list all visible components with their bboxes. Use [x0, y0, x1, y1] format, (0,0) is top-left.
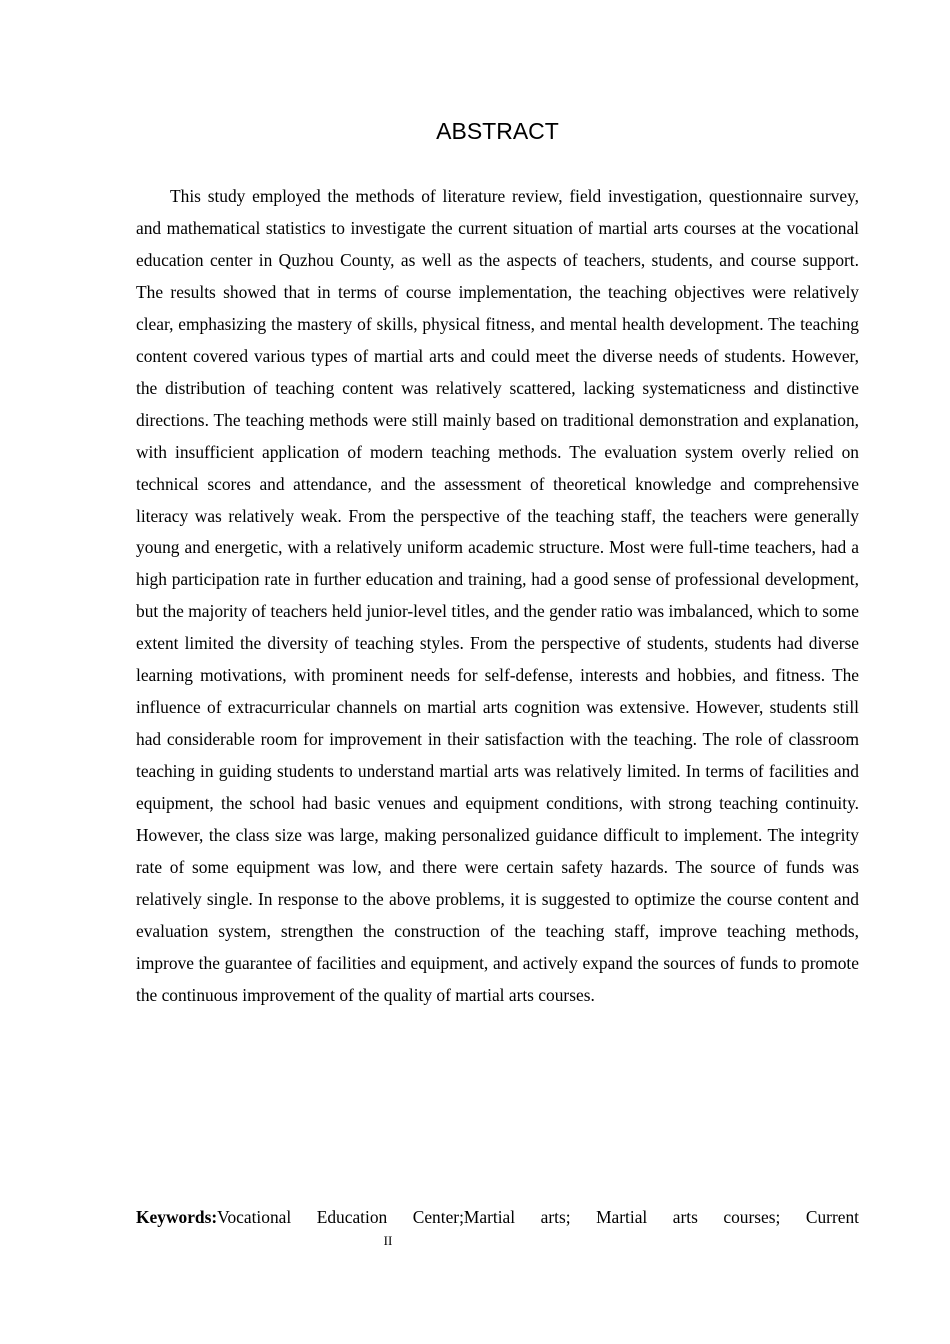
- keywords-label: Keywords:: [136, 1207, 218, 1227]
- keywords-text: Vocational Education Center;Martial arts; Martial arts courses; Current: [217, 1207, 859, 1227]
- keywords-line: [136, 1202, 859, 1234]
- page-number: II: [383, 1233, 393, 1248]
- abstract-title: ABSTRACT: [436, 118, 559, 144]
- abstract-body: This study employed the methods of literature review, field investigation, questionnaire survey, and mathematical statistics to investigate the current situation of martial arts courses at the vocational education center in Quzhou County, as well as the aspects of teachers, students, and course support. The results showed that in terms of course implementation, the teaching objectives were relatively clear, emphasizing the mastery of skills, physical fitness, and mental health development. The teaching content covered various types of martial arts and could meet the diverse needs of students. However, the distribution of teaching content was relatively scattered, lacking systematicness and distinctive directions. The teaching methods were still mainly based on traditional demonstration and explanation, with insufficient application of modern teaching methods. The evaluation system overly relied on technical scores and attendance, and the assessment of theoretical knowledge and comprehensive literacy was relatively weak. From the perspective of the teaching staff, the teachers were generally young and energetic, with a relatively uniform academic structure. Most were full-time teachers, had a high participation rate in further education and training, had a good sense of professional development, but the majority of teachers held junior-level titles, and the gender ratio was imbalanced, which to some extent limited the diversity of teaching styles. From the perspective of students, students had diverse learning motivations, with prominent needs for self-defense, interests and hobbies, and fitness. The influence of extracurricular channels on martial arts cognition was extensive. However, students still had considerable room for improvement in their satisfaction with the teaching. The role of classroom teaching in guiding students to understand martial arts was relatively limited. In terms of facilities and equipment, the school had basic venues and equipment conditions, with strong teaching continuity. However, the class size was large, making personalized guidance difficult to implement. The integrity rate of some equipment was low, and there were certain safety hazards. The source of funds was relatively single. In response to the above problems, it is suggested to optimize the course content and evaluation system, strengthen the construction of the teaching staff, improve teaching methods, improve the guarantee of facilities and equipment, and actively expand the sources of funds to promote the continuous improvement of the quality of martial arts courses.: [136, 186, 859, 1005]
